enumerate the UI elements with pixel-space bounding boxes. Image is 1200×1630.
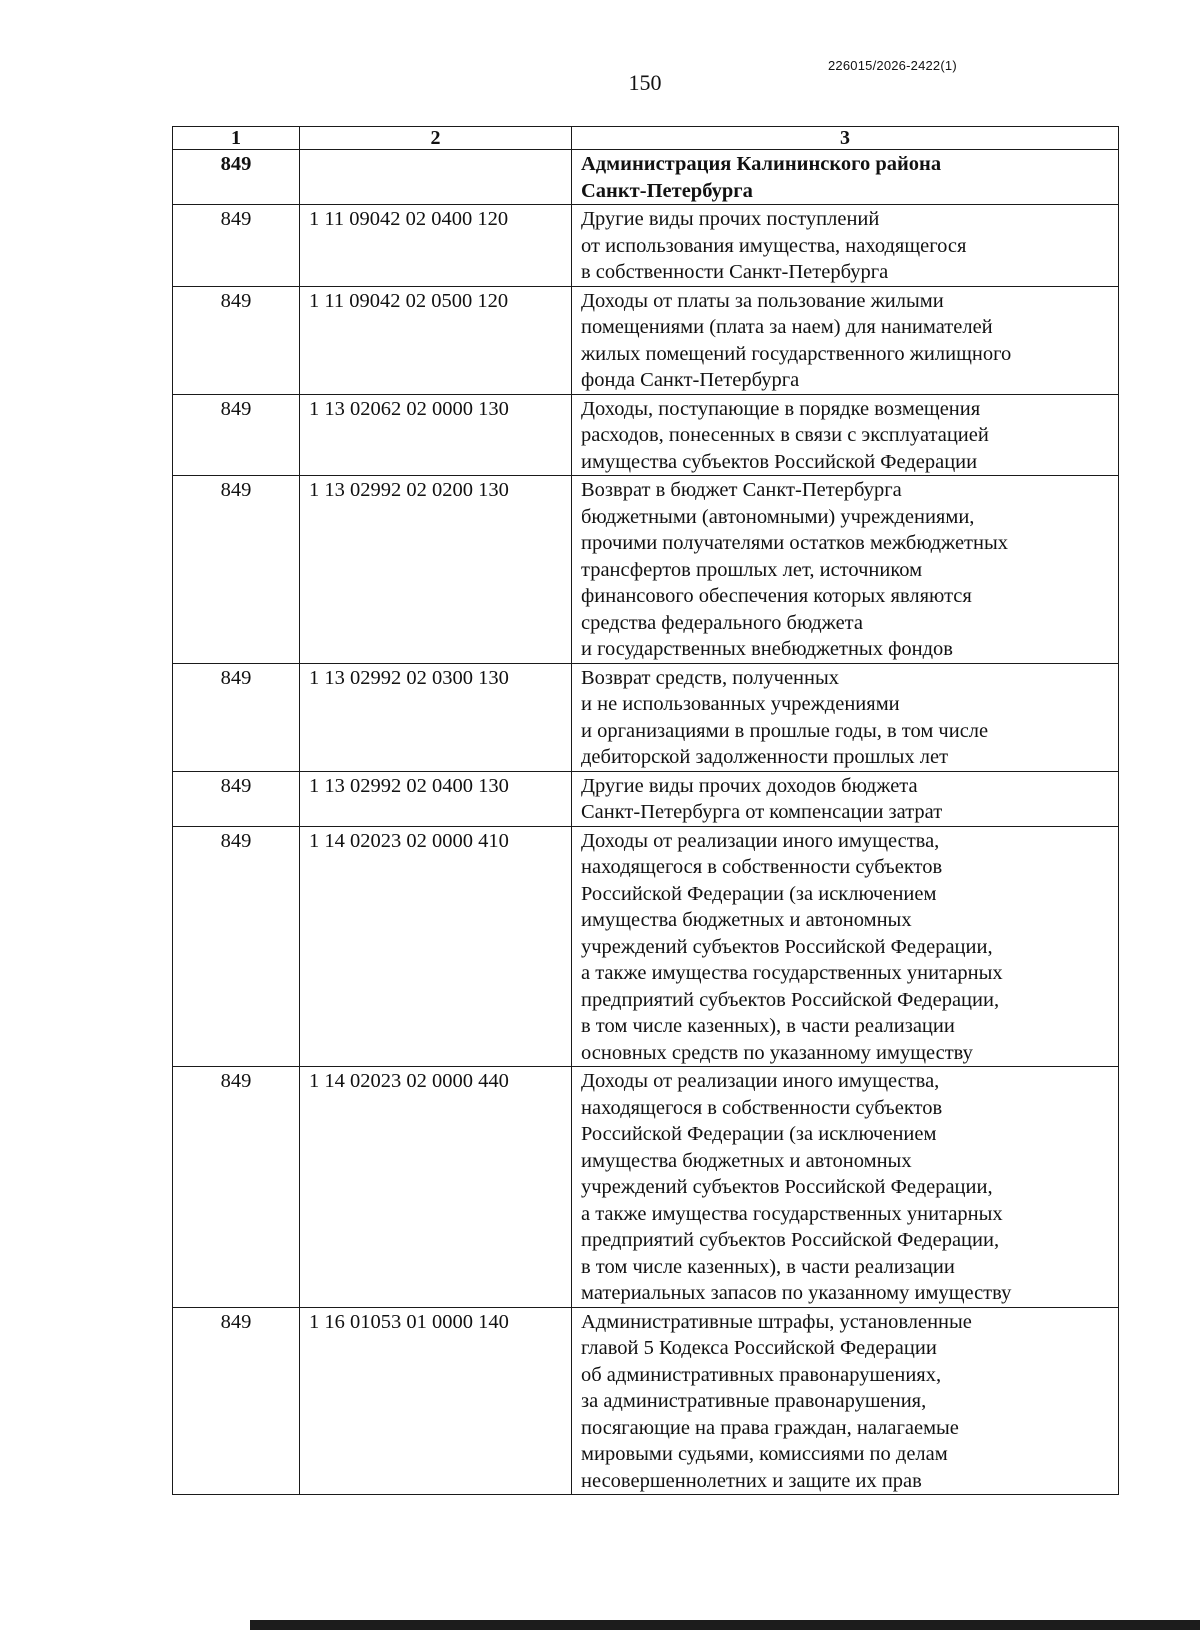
admin-code-cell: 849 <box>173 205 300 287</box>
scan-bottom-edge-gap <box>0 1620 250 1630</box>
table-row <box>173 771 1119 826</box>
revenue-name-cell: Возврат средств, полученных и не использованных учреждениями и организациями в прошлые годы, в том числе дебиторской задолженности прошлых лет <box>572 663 1119 771</box>
kbk-code-cell: 1 13 02062 02 0000 130 <box>300 394 572 476</box>
kbk-code-cell: 1 14 02023 02 0000 410 <box>300 826 572 1067</box>
admin-code-cell: 849 <box>173 394 300 476</box>
kbk-code-cell: 1 14 02023 02 0000 440 <box>300 1067 572 1308</box>
revenue-name-cell: Административные штрафы, установленные главой 5 Кодекса Российской Федерации об административных правонарушениях, за административные правонарушения, посягающие на права граждан, налагаемые мировыми судьями, комиссиями по делам несовершеннолетних и защите их прав <box>572 1307 1119 1495</box>
revenue-name-cell: Доходы от реализации иного имущества, находящегося в собственности субъектов Российской Федерации (за исключением имущества бюджетных и автономных учреждений субъектов Российской Федерации, а также имущества государственных унитарных предприятий субъектов Российской Федерации, в том числе казенных), в части реализации материальных запасов по указанному имуществу <box>572 1067 1119 1308</box>
column-header-2: 2 <box>300 127 572 150</box>
table-body <box>173 150 1119 1495</box>
admin-code-cell: 849 <box>173 826 300 1067</box>
revenue-name-cell: Доходы от платы за пользование жилыми помещениями (плата за наем) для нанимателей жилых помещений государственного жилищного фонда Санкт-Петербурга <box>572 286 1119 394</box>
table-row <box>173 663 1119 771</box>
column-header-1: 1 <box>173 127 300 150</box>
admin-code-cell: 849 <box>173 663 300 771</box>
kbk-code-cell: 1 11 09042 02 0400 120 <box>300 205 572 287</box>
admin-name-cell: Администрация Калининского района Санкт-Петербурга <box>572 150 1119 205</box>
table-row <box>173 1307 1119 1495</box>
kbk-code-cell: 1 13 02992 02 0200 130 <box>300 476 572 664</box>
administrator-row <box>173 150 1119 205</box>
revenue-name-cell: Другие виды прочих доходов бюджета Санкт-Петербурга от компенсации затрат <box>572 771 1119 826</box>
kbk-code-cell: 1 11 09042 02 0500 120 <box>300 286 572 394</box>
revenue-name-cell: Доходы от реализации иного имущества, находящегося в собственности субъектов Российской Федерации (за исключением имущества бюджетных и автономных учреждений субъектов Российской Федерации, а также имущества государственных унитарных предприятий субъектов Российской Федерации, в том числе казенных), в части реализации основных средств по указанному имуществу <box>572 826 1119 1067</box>
table-row <box>173 394 1119 476</box>
table-header-row <box>173 127 1119 150</box>
admin-code-cell: 849 <box>173 1307 300 1495</box>
admin-code-cell: 849 <box>173 286 300 394</box>
page-number: 150 <box>628 70 662 95</box>
table-row <box>173 1067 1119 1308</box>
admin-kbk-cell <box>300 150 572 205</box>
column-header-3: 3 <box>572 127 1119 150</box>
revenue-name-cell: Доходы, поступающие в порядке возмещения расходов, понесенных в связи с эксплуатацией имущества субъектов Российской Федерации <box>572 394 1119 476</box>
revenue-code-table <box>172 126 1119 1495</box>
table-row <box>173 286 1119 394</box>
kbk-code-cell: 1 13 02992 02 0300 130 <box>300 663 572 771</box>
revenue-name-cell: Другие виды прочих поступлений от использования имущества, находящегося в собственности Санкт-Петербурга <box>572 205 1119 287</box>
admin-code-cell: 849 <box>173 150 300 205</box>
table-row <box>173 205 1119 287</box>
kbk-code-cell: 1 13 02992 02 0400 130 <box>300 771 572 826</box>
document-id: 226015/2026-2422(1) <box>828 58 957 73</box>
revenue-name-cell: Возврат в бюджет Санкт-Петербурга бюджетными (автономными) учреждениями, прочими получателями остатков межбюджетных трансфертов прошлых лет, источником финансового обеспечения которых являются средства федерального бюджета и государственных внебюджетных фондов <box>572 476 1119 664</box>
kbk-code-cell: 1 16 01053 01 0000 140 <box>300 1307 572 1495</box>
table-row <box>173 476 1119 664</box>
admin-code-cell: 849 <box>173 771 300 826</box>
table-row <box>173 826 1119 1067</box>
admin-code-cell: 849 <box>173 1067 300 1308</box>
admin-code-cell: 849 <box>173 476 300 664</box>
